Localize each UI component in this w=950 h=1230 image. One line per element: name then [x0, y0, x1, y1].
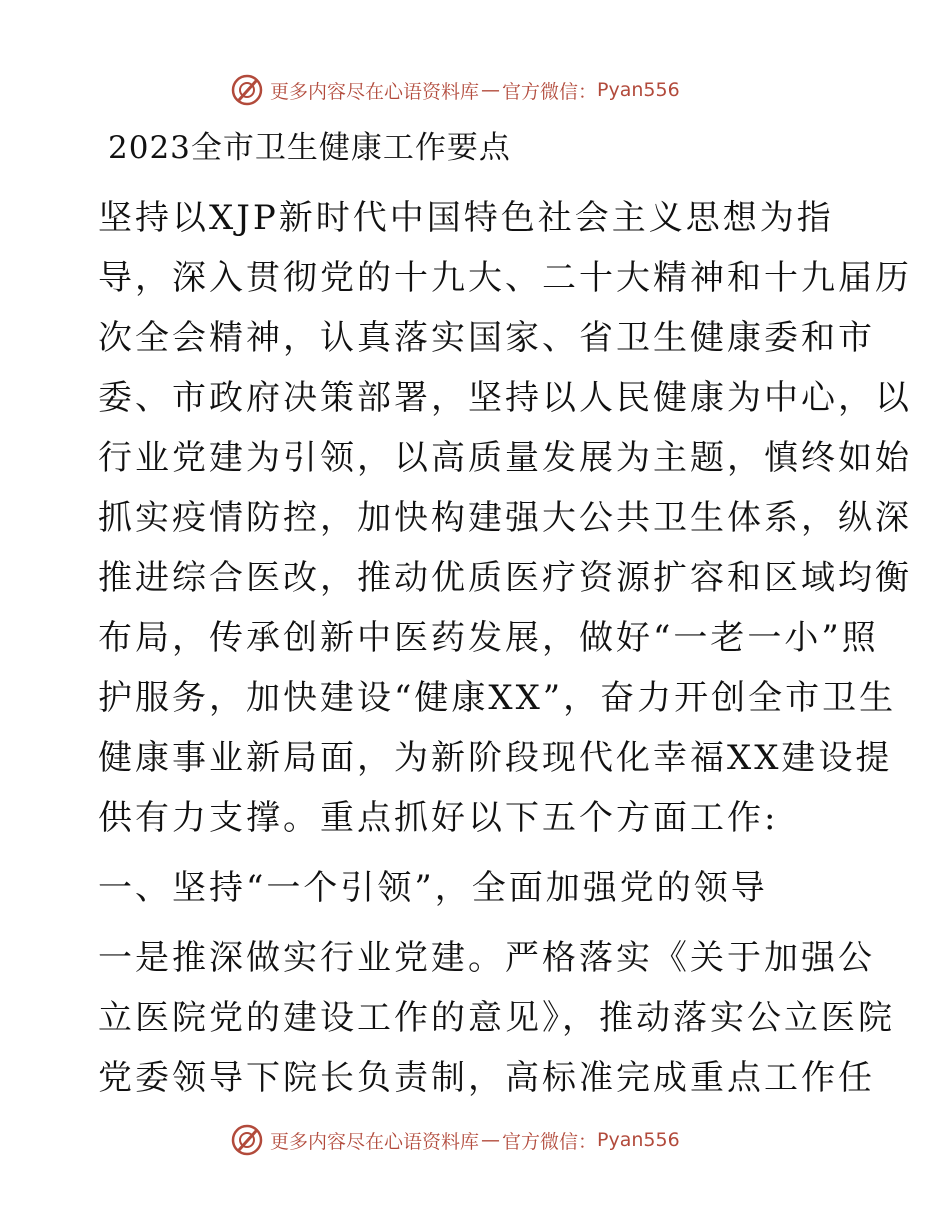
text-line: 行业党建为引领，以高质量发展为主题，慎终如始	[98, 438, 912, 478]
text-line: 立医院党的建设工作的意见》，推动落实公立医院	[98, 998, 895, 1038]
document-title: 2023全市卫生健康工作要点	[108, 130, 511, 166]
text-line: 供有力支撑。重点抓好以下五个方面工作:	[98, 798, 779, 838]
watermark-site-text: 更多内容尽在心语资料库	[270, 80, 480, 103]
logo-icon	[230, 1123, 264, 1157]
text-line: 委、市政府决策部署，坚持以人民健康为中心，以	[98, 378, 912, 418]
text-line: 布局，传承创新中医药发展，做好“一老一小”照	[98, 618, 879, 658]
watermark-wechat-id: Pyan556	[597, 1129, 680, 1151]
text-line: 护服务，加快建设“健康XX”，奋力开创全市卫生	[98, 678, 897, 718]
watermark-separator: —	[481, 79, 501, 101]
watermark-site-text: 更多内容尽在心语资料库	[270, 1130, 480, 1153]
text-line: 推进综合医改，推动优质医疗资源扩容和区域均衡	[98, 558, 912, 598]
header-watermark	[230, 72, 680, 108]
text-line: 抓实疫情防控，加快构建强大公共卫生体系，纵深	[98, 498, 912, 538]
text-line: 坚持以XJP新时代中国特色社会主义思想为指	[98, 198, 834, 238]
section-heading: 一、坚持“一个引领”，全面加强党的领导	[98, 868, 768, 908]
footer-watermark	[230, 1122, 680, 1158]
watermark-wechat-label: 官方微信：	[502, 1130, 598, 1153]
watermark-wechat-label: 官方微信：	[502, 80, 598, 103]
watermark-separator: —	[481, 1129, 501, 1151]
text-line: 党委领导下院长负责制，高标准完成重点工作任	[98, 1058, 875, 1098]
text-line: 次全会精神，认真落实国家、省卫生健康委和市	[98, 318, 875, 358]
text-line: 导，深入贯彻党的十九大、二十大精神和十九届历	[98, 258, 912, 298]
text-line: 健康事业新局面，为新阶段现代化幸福XX建设提	[98, 738, 893, 778]
text-line: 一是推深做实行业党建。严格落实《关于加强公	[98, 938, 875, 978]
watermark-wechat-id: Pyan556	[597, 79, 680, 101]
logo-icon	[230, 73, 264, 107]
